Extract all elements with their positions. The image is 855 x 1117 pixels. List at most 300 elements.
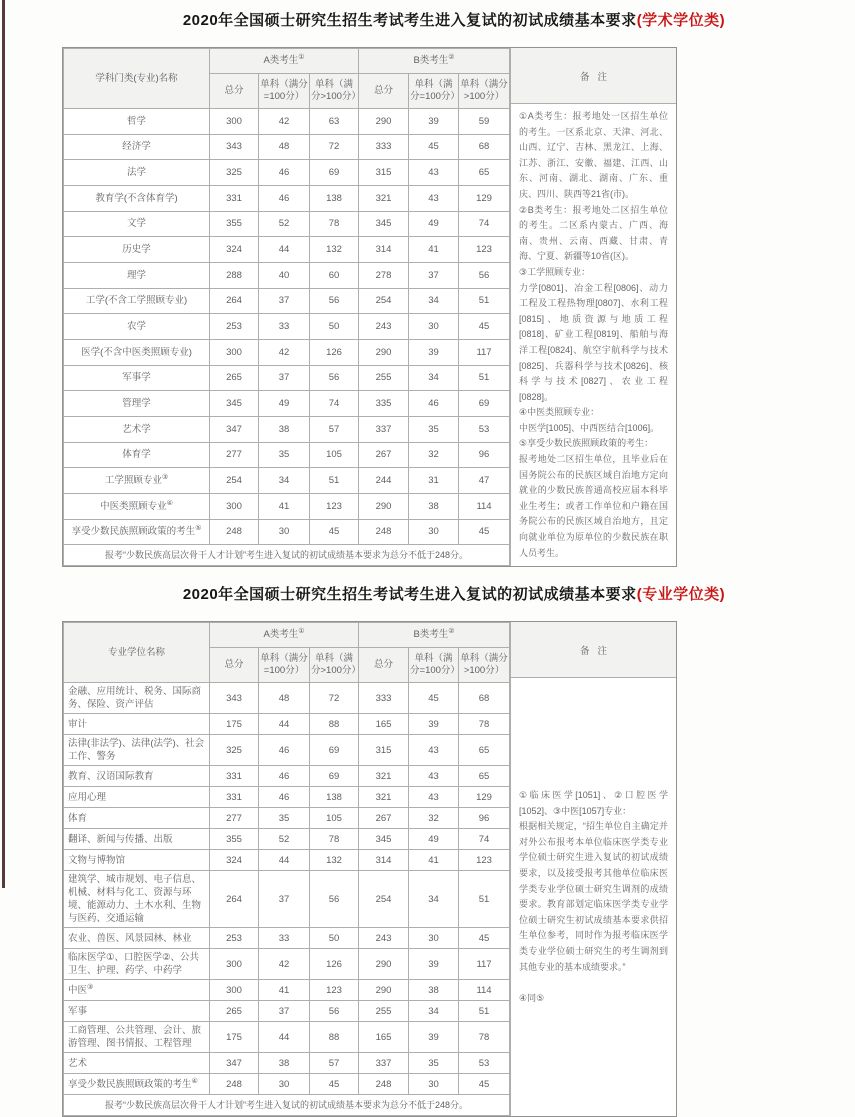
page-content xyxy=(55,0,853,1117)
group-b-label: B类考生 xyxy=(413,629,449,641)
score-cell: 315 xyxy=(359,735,409,766)
score-cell: 129 xyxy=(459,787,510,808)
col-header-total-a: 总分 xyxy=(210,648,259,683)
note-ref: ⑤ xyxy=(195,525,202,533)
subject-name-cell: 应用心理 xyxy=(64,787,210,808)
score-cell: 105 xyxy=(310,442,359,468)
subject-row xyxy=(64,1053,510,1074)
score-cell: 51 xyxy=(459,365,510,391)
score-cell: 321 xyxy=(359,787,409,808)
score-cell: 30 xyxy=(409,928,459,949)
score-cell: 51 xyxy=(459,288,510,314)
score-cell: 123 xyxy=(310,493,359,519)
subject-name-cell: 法律(非法学)、法律(法学)、社会工作、警务 xyxy=(64,735,210,766)
score-cell: 56 xyxy=(310,871,359,928)
score-cell: 88 xyxy=(310,714,359,735)
score-cell: 63 xyxy=(310,109,359,135)
subject-row xyxy=(64,339,510,365)
score-cell: 56 xyxy=(459,262,510,288)
score-cell: 57 xyxy=(310,416,359,442)
score-cell: 244 xyxy=(359,468,409,494)
score-cell: 51 xyxy=(459,871,510,928)
score-cell: 331 xyxy=(210,185,259,211)
subject-row xyxy=(64,109,510,135)
score-cell: 248 xyxy=(210,1074,259,1095)
subject-row xyxy=(64,134,510,160)
score-cell: 39 xyxy=(409,109,459,135)
score-cell: 254 xyxy=(359,288,409,314)
col-header-group-a xyxy=(210,49,359,74)
score-cell: 337 xyxy=(359,1053,409,1074)
score-cell: 277 xyxy=(210,808,259,829)
subject-name-cell: 军事学 xyxy=(64,365,210,391)
professional-title-main: 2020年全国硕士研究生招生考试考生进入复试的初试成绩基本要求 xyxy=(182,586,637,604)
score-cell: 331 xyxy=(210,766,259,787)
subject-row xyxy=(64,160,510,186)
score-cell: 324 xyxy=(210,237,259,263)
note-paragraph: ①A类考生：报考地处一区招生单位的考生。一区系北京、天津、河北、山西、辽宁、吉林、黑龙江、上海、江苏、浙江、安徽、福建、江西、山东、河南、湖北、湖南、广东、重庆、四川、陕西等21省(市)。 xyxy=(519,111,668,199)
score-cell: 264 xyxy=(210,871,259,928)
score-cell: 45 xyxy=(459,1074,510,1095)
subject-name-cell: 金融、应用统计、税务、国际商务、保险、资产评估 xyxy=(64,683,210,714)
score-cell: 41 xyxy=(259,493,310,519)
subject-row xyxy=(64,237,510,263)
score-cell: 47 xyxy=(459,468,510,494)
score-cell: 39 xyxy=(409,1022,459,1053)
subject-name-cell: 中医③ xyxy=(64,980,210,1001)
note-paragraph: 力学[0801]、冶金工程[0806]、动力工程及工程热物理[0807]、水利工程[0815]、地质资源与地质工程[0818]、矿业工程[0819]、船舶与海洋工程[0824]、航空宇航科学与技术[0825]、兵器科学与技术[0826]、核科学与技术[0827]、农业工程[0828]。 xyxy=(519,282,668,402)
col-header-total-b: 总分 xyxy=(359,74,409,109)
subject-name-cell: 文学 xyxy=(64,211,210,237)
score-cell: 290 xyxy=(359,980,409,1001)
academic-title-suffix: (学术学位类) xyxy=(636,12,726,29)
score-cell: 30 xyxy=(259,519,310,545)
score-cell: 331 xyxy=(210,787,259,808)
score-cell: 290 xyxy=(359,109,409,135)
col-header-group-b xyxy=(359,49,510,74)
score-cell: 46 xyxy=(259,735,310,766)
col-header-total-a: 总分 xyxy=(210,74,259,109)
score-cell: 74 xyxy=(459,211,510,237)
subject-row xyxy=(64,949,510,980)
score-cell: 72 xyxy=(310,683,359,714)
subject-row xyxy=(64,493,510,519)
subject-name-cell: 享受少数民族照顾政策的考生④ xyxy=(64,1074,210,1095)
col-header-single-gt100-a: 单科（满分>100分） xyxy=(310,648,359,683)
score-cell: 300 xyxy=(210,493,259,519)
score-cell: 37 xyxy=(259,288,310,314)
score-cell: 49 xyxy=(259,391,310,417)
score-cell: 44 xyxy=(259,714,310,735)
subject-row xyxy=(64,365,510,391)
score-cell: 43 xyxy=(409,160,459,186)
subject-name-cell: 艺术学 xyxy=(64,416,210,442)
note-paragraph: ①临床医学[1051]、②口腔医学[1052]、③中医[1057]专业： xyxy=(519,790,668,816)
group-b-label: B类考生 xyxy=(413,55,449,66)
score-cell: 126 xyxy=(310,339,359,365)
score-cell: 56 xyxy=(310,365,359,391)
subject-row xyxy=(64,1022,510,1053)
score-cell: 290 xyxy=(359,949,409,980)
subject-row xyxy=(64,766,510,787)
score-cell: 41 xyxy=(409,850,459,871)
score-cell: 34 xyxy=(409,365,459,391)
score-cell: 45 xyxy=(459,519,510,545)
score-cell: 32 xyxy=(409,442,459,468)
subject-row xyxy=(64,683,510,714)
subject-row xyxy=(64,288,510,314)
score-cell: 46 xyxy=(259,766,310,787)
subject-row xyxy=(64,391,510,417)
score-cell: 315 xyxy=(359,160,409,186)
subject-row xyxy=(64,468,510,494)
score-cell: 175 xyxy=(210,1022,259,1053)
score-cell: 253 xyxy=(210,928,259,949)
note-ref: ③ xyxy=(161,473,169,481)
score-cell: 43 xyxy=(409,735,459,766)
score-cell: 267 xyxy=(359,442,409,468)
col-header-degree-name: 专业学位名称 xyxy=(64,623,210,683)
score-cell: 30 xyxy=(409,519,459,545)
professional-remark-column xyxy=(510,622,676,1116)
score-cell: 123 xyxy=(459,237,510,263)
score-cell: 48 xyxy=(259,134,310,160)
score-cell: 30 xyxy=(409,1074,459,1095)
score-cell: 129 xyxy=(459,185,510,211)
score-cell: 45 xyxy=(310,519,359,545)
subject-name-cell: 管理学 xyxy=(64,391,210,417)
score-cell: 243 xyxy=(359,314,409,340)
score-cell: 72 xyxy=(310,134,359,160)
score-cell: 345 xyxy=(210,391,259,417)
note-paragraph: 报考地处二区招生单位，且毕业后在国务院公布的民族区域自治地方定向就业的少数民族普通高校应届本科毕业生考生；或者工作单位和户籍在国务院公布的民族区域自治地方，且定向就业单位为原单位的少数民族在职人员考生。 xyxy=(519,454,668,558)
note-paragraph: 中医学[1005]、中西医结合[1006]。 xyxy=(519,422,660,433)
subject-row xyxy=(64,262,510,288)
subject-row xyxy=(64,928,510,949)
col-header-subject-name: 学科门类(专业)名称 xyxy=(64,49,210,109)
note-ref: ④ xyxy=(166,499,173,507)
col-header-group-b xyxy=(359,623,510,648)
score-cell: 74 xyxy=(459,829,510,850)
group-a-note-ref: ① xyxy=(298,628,305,636)
subject-name-cell: 体育学 xyxy=(64,442,210,468)
academic-title-main: 2020年全国硕士研究生招生考试考生进入复试的初试成绩基本要求 xyxy=(182,12,637,29)
score-cell: 48 xyxy=(259,683,310,714)
score-cell: 69 xyxy=(310,766,359,787)
score-cell: 32 xyxy=(409,808,459,829)
score-cell: 88 xyxy=(310,1022,359,1053)
score-cell: 52 xyxy=(259,211,310,237)
score-cell: 78 xyxy=(310,829,359,850)
subject-row xyxy=(64,211,510,237)
subject-name-cell: 农业、兽医、风景园林、林业 xyxy=(64,928,210,949)
score-cell: 105 xyxy=(310,808,359,829)
subject-row xyxy=(64,980,510,1001)
subject-name-cell: 工商管理、公共管理、会计、旅游管理、图书情报、工程管理 xyxy=(64,1022,210,1053)
subject-row xyxy=(64,871,510,928)
score-cell: 49 xyxy=(409,829,459,850)
score-cell: 30 xyxy=(409,314,459,340)
score-cell: 49 xyxy=(409,211,459,237)
score-cell: 43 xyxy=(409,787,459,808)
subject-name-cell: 军事 xyxy=(64,1001,210,1022)
subject-name-cell: 教育、汉语国际教育 xyxy=(64,766,210,787)
score-cell: 69 xyxy=(310,735,359,766)
score-cell: 248 xyxy=(210,519,259,545)
subject-row xyxy=(64,185,510,211)
score-cell: 41 xyxy=(409,237,459,263)
note-paragraph: ④同⑤ xyxy=(519,992,545,1003)
col-header-total-b: 总分 xyxy=(359,648,409,683)
academic-remark-column xyxy=(510,48,676,566)
score-cell: 300 xyxy=(210,949,259,980)
score-cell: 333 xyxy=(359,134,409,160)
professional-title-suffix: (专业学位类) xyxy=(636,586,726,604)
score-cell: 243 xyxy=(359,928,409,949)
academic-remark-notes xyxy=(511,104,676,566)
subject-name-cell: 中医类照顾专业④ xyxy=(64,493,210,519)
score-cell: 33 xyxy=(259,928,310,949)
score-cell: 314 xyxy=(359,850,409,871)
score-cell: 300 xyxy=(210,339,259,365)
academic-title xyxy=(55,0,853,30)
subject-name-cell: 审计 xyxy=(64,714,210,735)
score-cell: 46 xyxy=(259,787,310,808)
professional-remark-notes xyxy=(511,678,676,1116)
score-cell: 123 xyxy=(310,980,359,1001)
score-cell: 35 xyxy=(409,1053,459,1074)
score-cell: 38 xyxy=(259,1053,310,1074)
col-header-single-gt100-b: 单科（满分>100分） xyxy=(459,648,510,683)
subject-name-cell: 农学 xyxy=(64,314,210,340)
score-cell: 78 xyxy=(310,211,359,237)
subject-name-cell: 工学照顾专业③ xyxy=(64,468,210,494)
score-cell: 46 xyxy=(409,391,459,417)
score-cell: 56 xyxy=(310,288,359,314)
score-cell: 324 xyxy=(210,850,259,871)
score-cell: 43 xyxy=(409,766,459,787)
note-paragraph: 根据相关规定，“招生单位自主确定并对外公布报考本单位临床医学类专业学位硕士研究生进入复试的初试成绩要求，以及接受报考其他单位临床医学类专业学位硕士研究生调剂的成绩要求。教育部划定临床医学类专业学位硕士研究生初试成绩基本要求供招生单位参考，同时作为报考临床医学类专业学位硕士研究生的考生调剂到其他专业的基本成绩要求。” xyxy=(519,821,668,972)
score-cell: 96 xyxy=(459,442,510,468)
score-cell: 123 xyxy=(459,850,510,871)
score-cell: 50 xyxy=(310,928,359,949)
subject-row xyxy=(64,314,510,340)
note-paragraph: ②B类考生：报考地处二区招生单位的考生。二区系内蒙古、广西、海南、贵州、云南、西藏、甘肃、青海、宁夏、新疆等10省(区)。 xyxy=(519,204,668,262)
score-cell: 65 xyxy=(459,766,510,787)
score-cell: 343 xyxy=(210,683,259,714)
score-cell: 248 xyxy=(359,1074,409,1095)
score-cell: 321 xyxy=(359,185,409,211)
score-cell: 60 xyxy=(310,262,359,288)
col-header-single-eq100-a: 单科（满分=100分） xyxy=(259,74,310,109)
score-cell: 45 xyxy=(310,1074,359,1095)
note-ref: ③ xyxy=(87,983,94,991)
subject-name-cell: 经济学 xyxy=(64,134,210,160)
score-cell: 34 xyxy=(259,468,310,494)
score-cell: 53 xyxy=(459,416,510,442)
subject-name-cell: 享受少数民族照顾政策的考生⑤ xyxy=(64,519,210,545)
score-cell: 51 xyxy=(459,1001,510,1022)
score-cell: 31 xyxy=(409,468,459,494)
score-cell: 37 xyxy=(259,365,310,391)
score-cell: 343 xyxy=(210,134,259,160)
score-cell: 35 xyxy=(259,442,310,468)
score-cell: 42 xyxy=(259,339,310,365)
group-a-label: A类考生 xyxy=(263,55,299,66)
score-cell: 264 xyxy=(210,288,259,314)
score-cell: 50 xyxy=(310,314,359,340)
score-cell: 39 xyxy=(409,339,459,365)
remark-header: 备注 xyxy=(511,48,676,104)
score-cell: 45 xyxy=(459,928,510,949)
score-cell: 42 xyxy=(259,109,310,135)
col-header-group-a xyxy=(210,623,359,648)
subject-name-cell: 建筑学、城市规划、电子信息、机械、材料与化工、资源与环境、能源动力、土木水利、生物与医药、交通运输 xyxy=(64,871,210,928)
score-cell: 345 xyxy=(359,211,409,237)
page-left-border xyxy=(2,0,5,888)
academic-table-body xyxy=(64,109,510,545)
group-a-label: A类考生 xyxy=(263,629,299,641)
subject-name-cell: 翻译、新闻与传播、出版 xyxy=(64,829,210,850)
group-b-note-ref: ② xyxy=(448,628,455,636)
score-cell: 265 xyxy=(210,365,259,391)
score-cell: 132 xyxy=(310,850,359,871)
score-cell: 114 xyxy=(459,493,510,519)
group-b-note-ref: ② xyxy=(448,53,455,61)
academic-scores-grid xyxy=(63,48,510,566)
score-cell: 165 xyxy=(359,1022,409,1053)
score-cell: 53 xyxy=(459,1053,510,1074)
score-cell: 347 xyxy=(210,416,259,442)
score-cell: 52 xyxy=(259,829,310,850)
score-cell: 65 xyxy=(459,735,510,766)
score-cell: 39 xyxy=(409,714,459,735)
score-cell: 57 xyxy=(310,1053,359,1074)
score-cell: 40 xyxy=(259,262,310,288)
score-cell: 45 xyxy=(409,683,459,714)
score-cell: 117 xyxy=(459,949,510,980)
score-cell: 69 xyxy=(310,160,359,186)
remark-header: 备注 xyxy=(511,622,676,678)
score-cell: 46 xyxy=(259,160,310,186)
subject-name-cell: 临床医学①、口腔医学②、公共卫生、护理、药学、中药学 xyxy=(64,949,210,980)
col-header-single-gt100-b: 单科（满分>100分） xyxy=(459,74,510,109)
score-cell: 132 xyxy=(310,237,359,263)
note-paragraph: ④中医类照顾专业： xyxy=(519,407,600,418)
subject-row xyxy=(64,416,510,442)
score-cell: 278 xyxy=(359,262,409,288)
score-cell: 37 xyxy=(259,1001,310,1022)
score-cell: 74 xyxy=(310,391,359,417)
score-cell: 347 xyxy=(210,1053,259,1074)
score-cell: 38 xyxy=(409,493,459,519)
academic-footnote: 报考“少数民族高层次骨干人才计划”考生进入复试的初试成绩基本要求为总分不低于248分。 xyxy=(64,545,510,566)
subject-name-cell: 理学 xyxy=(64,262,210,288)
score-cell: 335 xyxy=(359,391,409,417)
score-cell: 138 xyxy=(310,787,359,808)
score-cell: 39 xyxy=(409,949,459,980)
score-cell: 35 xyxy=(259,808,310,829)
subject-name-cell: 体育 xyxy=(64,808,210,829)
note-paragraph: ⑤享受少数民族照顾政策的考生： xyxy=(519,438,654,449)
professional-title xyxy=(55,567,853,604)
subject-name-cell: 医学(不含中医类照顾专业) xyxy=(64,339,210,365)
subject-row xyxy=(64,1074,510,1095)
score-cell: 355 xyxy=(210,829,259,850)
score-cell: 41 xyxy=(259,980,310,1001)
subject-row xyxy=(64,735,510,766)
col-header-single-eq100-a: 单科（满分=100分） xyxy=(259,648,310,683)
note-paragraph: ③工学照顾专业： xyxy=(519,266,591,277)
subject-name-cell: 哲学 xyxy=(64,109,210,135)
score-cell: 290 xyxy=(359,339,409,365)
score-cell: 46 xyxy=(259,185,310,211)
score-cell: 355 xyxy=(210,211,259,237)
score-cell: 175 xyxy=(210,714,259,735)
score-cell: 300 xyxy=(210,980,259,1001)
score-cell: 69 xyxy=(459,391,510,417)
score-cell: 114 xyxy=(459,980,510,1001)
score-cell: 314 xyxy=(359,237,409,263)
score-cell: 254 xyxy=(359,871,409,928)
score-cell: 42 xyxy=(259,949,310,980)
score-cell: 38 xyxy=(259,416,310,442)
professional-score-table xyxy=(62,621,677,1117)
score-cell: 37 xyxy=(259,871,310,928)
score-cell: 265 xyxy=(210,1001,259,1022)
score-cell: 37 xyxy=(409,262,459,288)
group-a-note-ref: ① xyxy=(298,53,305,61)
score-cell: 34 xyxy=(409,871,459,928)
score-cell: 337 xyxy=(359,416,409,442)
subject-row xyxy=(64,787,510,808)
col-header-single-eq100-b: 单科（满分=100分） xyxy=(409,648,459,683)
score-cell: 45 xyxy=(459,314,510,340)
subject-row xyxy=(64,808,510,829)
score-cell: 333 xyxy=(359,683,409,714)
subject-name-cell: 历史学 xyxy=(64,237,210,263)
academic-score-table xyxy=(62,47,677,567)
professional-scores-grid xyxy=(63,622,510,1116)
score-cell: 255 xyxy=(359,365,409,391)
score-cell: 65 xyxy=(459,160,510,186)
score-cell: 300 xyxy=(210,109,259,135)
score-cell: 288 xyxy=(210,262,259,288)
score-cell: 255 xyxy=(359,1001,409,1022)
subject-name-cell: 法学 xyxy=(64,160,210,186)
professional-footnote: 报考“少数民族高层次骨干人才计划”考生进入复试的初试成绩基本要求为总分不低于248分。 xyxy=(64,1095,510,1116)
score-cell: 290 xyxy=(359,493,409,519)
col-header-single-gt100-a: 单科（满分>100分） xyxy=(310,74,359,109)
score-cell: 45 xyxy=(409,134,459,160)
score-cell: 43 xyxy=(409,185,459,211)
score-cell: 59 xyxy=(459,109,510,135)
score-cell: 68 xyxy=(459,134,510,160)
subject-row xyxy=(64,714,510,735)
score-cell: 138 xyxy=(310,185,359,211)
score-cell: 56 xyxy=(310,1001,359,1022)
score-cell: 117 xyxy=(459,339,510,365)
note-paragraph xyxy=(519,975,668,991)
score-cell: 126 xyxy=(310,949,359,980)
score-cell: 321 xyxy=(359,766,409,787)
score-cell: 253 xyxy=(210,314,259,340)
score-cell: 51 xyxy=(310,468,359,494)
score-cell: 267 xyxy=(359,808,409,829)
score-cell: 38 xyxy=(409,980,459,1001)
professional-table-body xyxy=(64,683,510,1095)
subject-row xyxy=(64,829,510,850)
